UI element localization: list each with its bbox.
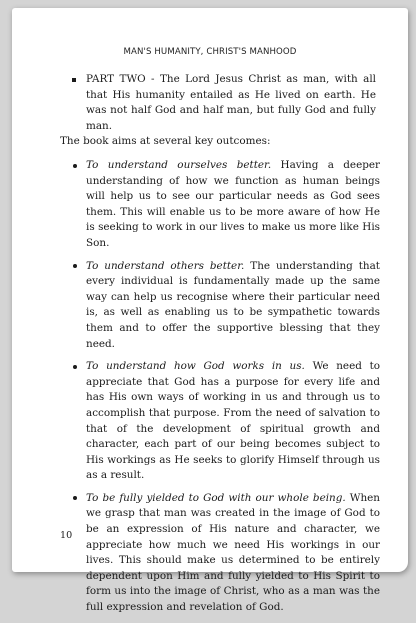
bullet-icon bbox=[73, 496, 77, 500]
part-two-item bbox=[60, 72, 376, 134]
page-number: 10 bbox=[60, 530, 73, 541]
outcome-item bbox=[60, 259, 380, 353]
intro-text: The book aims at several key outcomes: bbox=[60, 135, 271, 147]
outcome-body: We need to appreciate that God has a purpose for every life and has His own ways of working in us and through us to accomplish that purpose. From the need of salvation to that of the development of spiritual growth and character, each part of our being becomes subject to His workings as He seeks to glorify Himself through us as a result. bbox=[86, 360, 381, 482]
outcome-lead: To understand how God works in us. bbox=[86, 360, 305, 373]
bullet-icon bbox=[73, 264, 77, 268]
outcome-lead: To understand ourselves better. bbox=[86, 159, 272, 171]
outcome-body: Having a deeper understanding of how we function as human beings will help us to see our particular needs as God sees them. This will enable us to be more aware of how He is seeking to work in our lives to make us more like His Son. bbox=[86, 159, 380, 249]
square-bullet-icon bbox=[72, 78, 76, 82]
bullet-icon bbox=[73, 365, 77, 369]
outcome-text bbox=[86, 259, 380, 353]
outcome-body: The understanding that every individual is fundamentally made up the same way can help us recognise where their particular need is, as well as enabling us to be sympathetic towards them and to offer the supportive blessing that they need. bbox=[86, 259, 380, 350]
outcome-item bbox=[60, 359, 380, 484]
outcomes-list bbox=[60, 158, 380, 623]
book-page bbox=[12, 8, 408, 614]
outcome-text bbox=[86, 491, 380, 616]
outcome-lead: To be fully yielded to God with our whole being. bbox=[86, 491, 346, 504]
bullet-icon bbox=[73, 164, 77, 168]
running-head: MAN'S HUMANITY, CHRIST'S MANHOOD bbox=[123, 47, 297, 57]
outcome-body: When we grasp that man was created in the image of God to be an expression of His nature and character, we appreciate how much we need His workings in our lives. This should make us determined to be entirely dependent upon Him and fully yielded to His Spirit to form us into the image of Christ, who as a man was the full expression and revelation of God. bbox=[86, 491, 380, 614]
outcome-item bbox=[60, 158, 380, 252]
outcome-lead: To understand others better. bbox=[86, 259, 245, 272]
outcome-text bbox=[86, 359, 380, 484]
intro-paragraph bbox=[60, 134, 380, 150]
outcome-text bbox=[86, 158, 380, 252]
outcome-item bbox=[60, 491, 380, 616]
part-two-text: PART TWO - The Lord Jesus Christ as man, with all that His humanity entailed as He lived on earth. He was not half God and half man, but fully God and fully man. bbox=[86, 73, 376, 132]
